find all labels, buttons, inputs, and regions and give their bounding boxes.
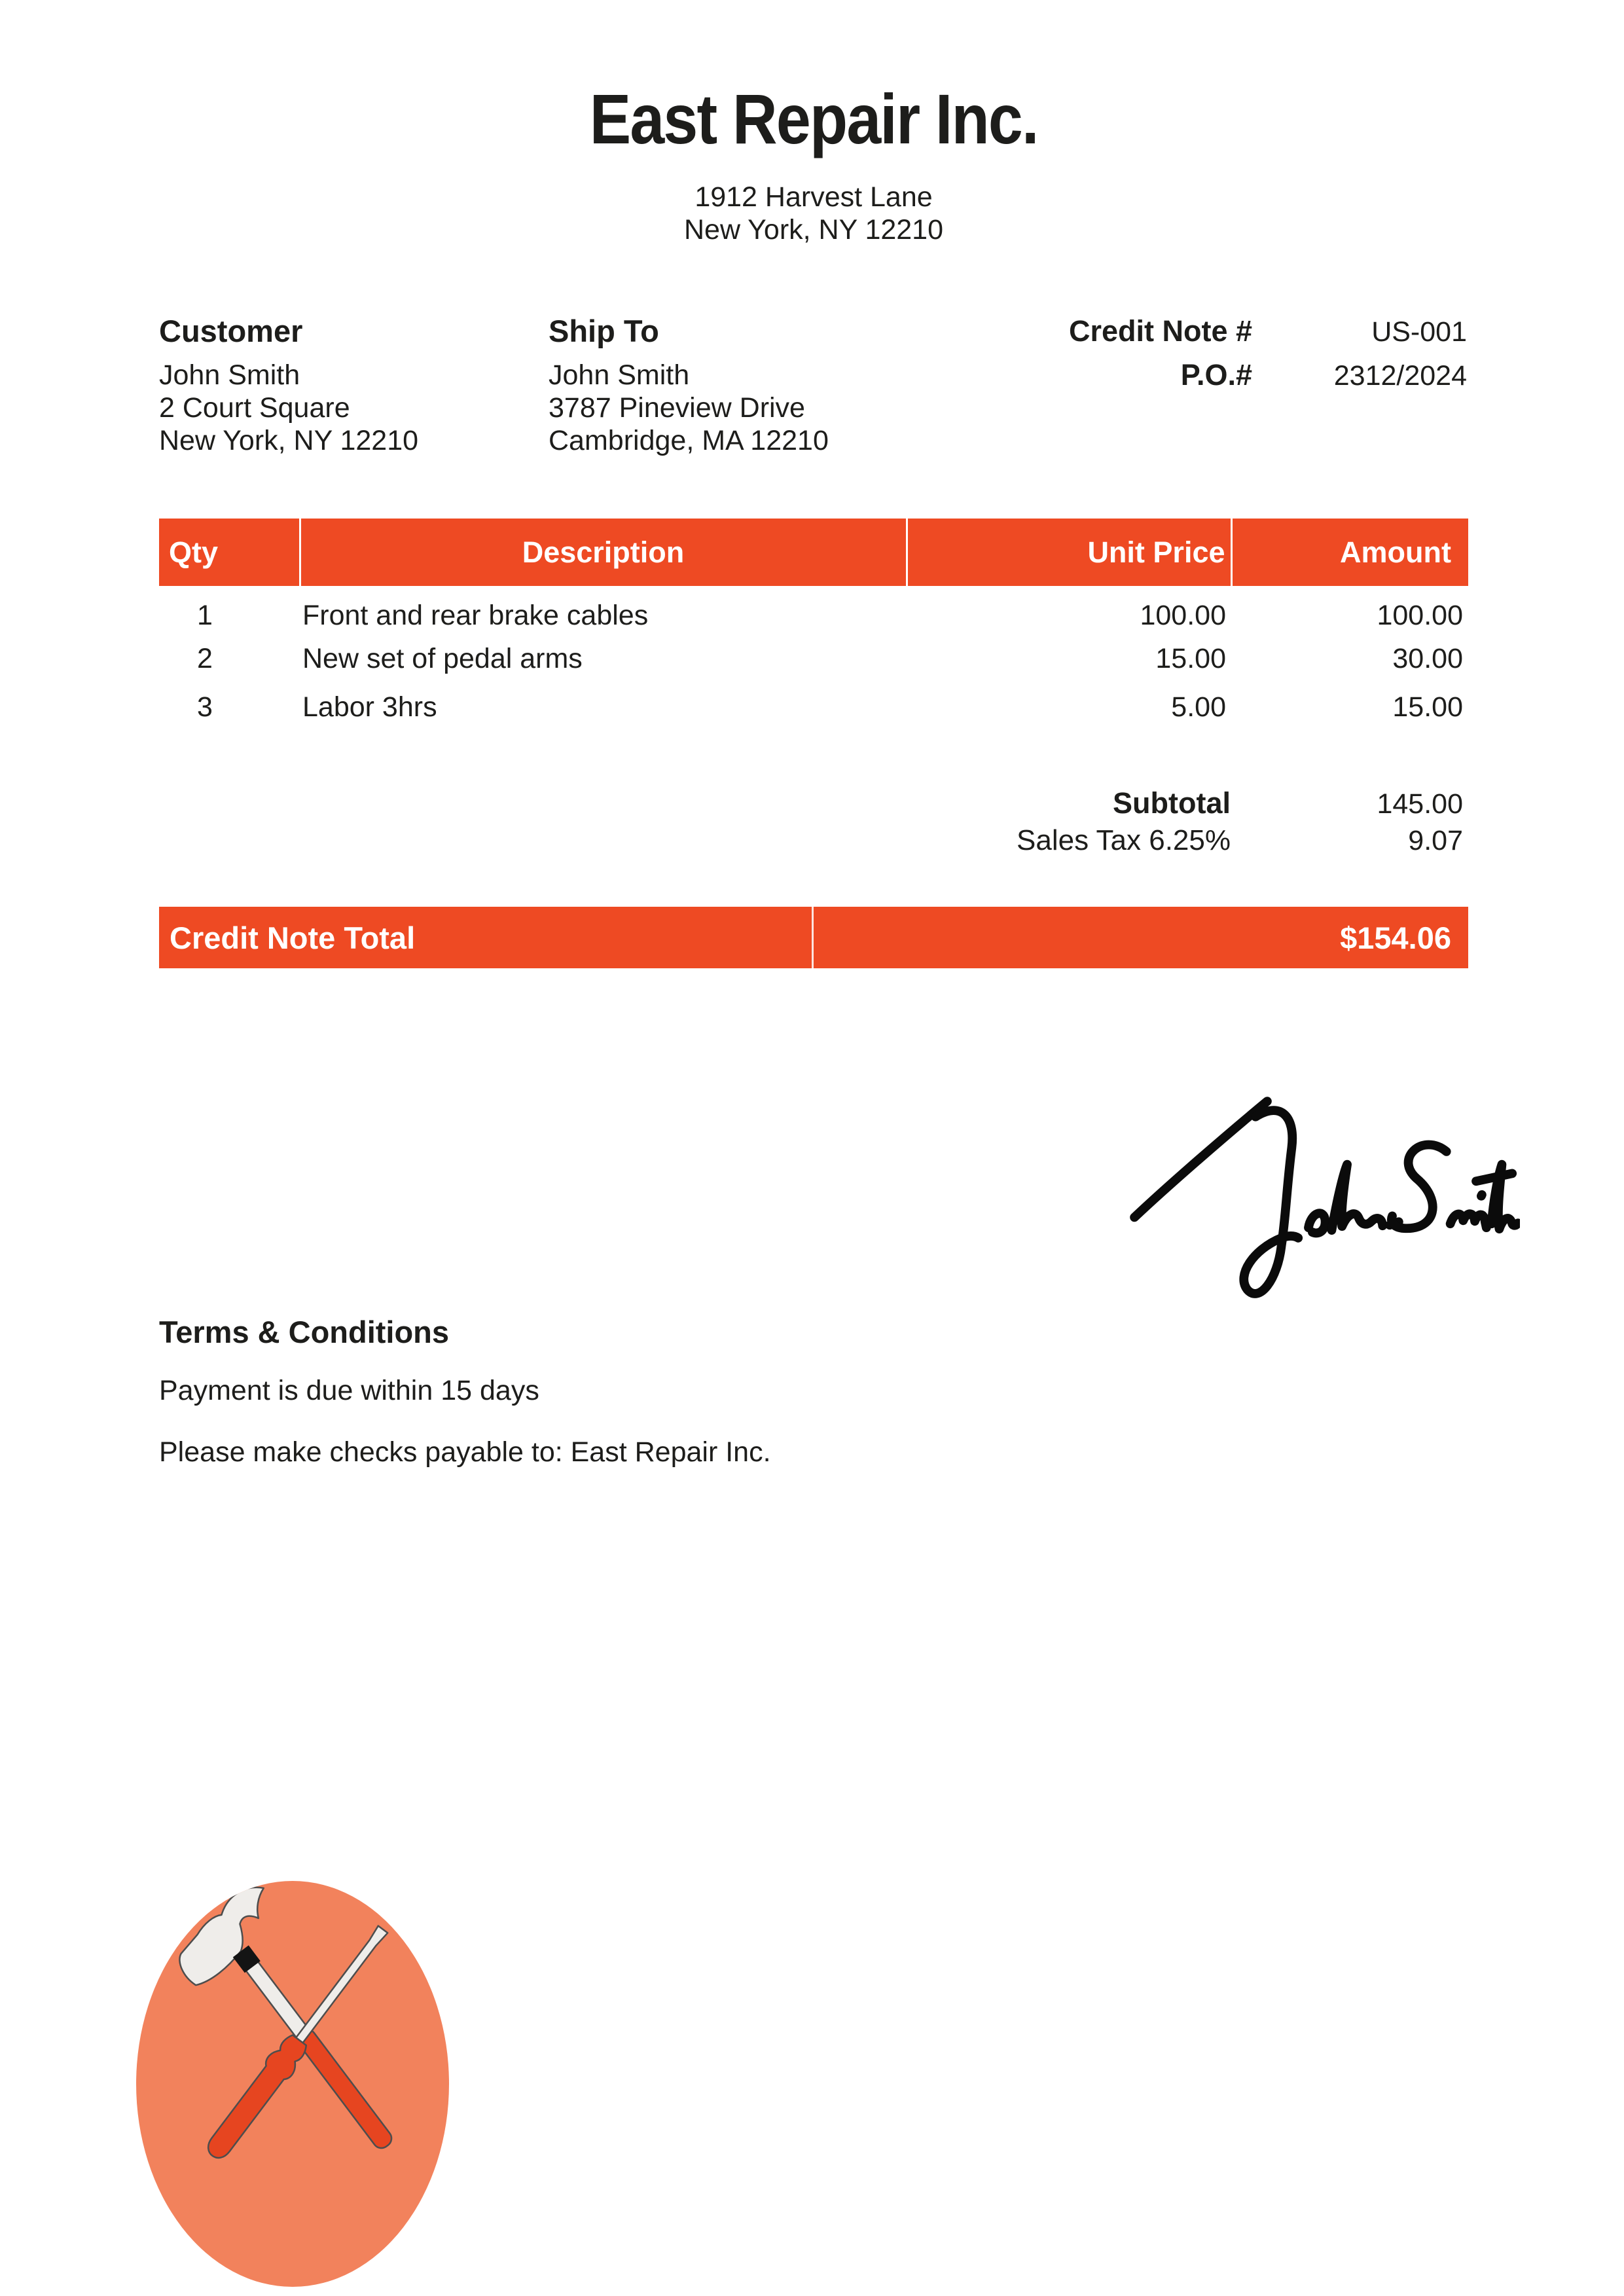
company-logo [135,1880,450,2287]
credit-note-total-bar [159,907,1468,968]
customer-address [159,359,549,457]
cell-description: Labor 3hrs [302,691,437,723]
ship-to-street: 3787 Pineview Drive [549,392,805,424]
credit-note-total-value: $154.06 [1340,920,1451,955]
po-number-label: P.O.# [1180,358,1252,392]
table-row [159,634,1468,683]
company-address [159,181,1468,246]
customer-heading: Customer [159,314,303,348]
line-items-table [159,519,1468,731]
po-number-value: 2312/2024 [1333,360,1467,392]
sales-tax-value: 9.07 [1408,825,1463,856]
company-name: East Repair Inc. [589,79,1038,158]
cell-amount: 15.00 [1392,691,1463,723]
terms-line-checks: Please make checks payable to: East Repair Inc. [159,1436,771,1468]
terms-heading: Terms & Conditions [159,1315,450,1349]
ship-to-block [549,314,981,457]
column-header-description: Description [300,519,907,586]
customer-block [159,314,549,457]
cell-amount: 30.00 [1392,642,1463,674]
credit-note-total-label: Credit Note Total [170,920,416,955]
cell-qty: 3 [197,691,213,723]
table-row [159,683,1468,731]
cell-unit-price: 5.00 [1171,691,1226,723]
column-header-unit-price: Unit Price [907,519,1231,586]
company-address-line2: New York, NY 12210 [683,214,944,246]
sales-tax-row [159,824,1468,862]
cell-unit-price: 15.00 [1155,642,1226,674]
subtotal-label: Subtotal [1113,786,1231,820]
customer-name: John Smith [159,359,300,391]
cell-qty: 1 [197,599,213,631]
ship-to-name: John Smith [549,359,690,391]
credit-note-number-value: US-001 [1371,316,1467,348]
customer-city: New York, NY 12210 [159,425,419,456]
cell-description: New set of pedal arms [302,642,583,674]
parties-section [159,314,1468,457]
ship-to-address [549,359,981,457]
column-header-amount: Amount [1231,519,1468,586]
ship-to-city: Cambridge, MA 12210 [549,425,829,456]
po-number-row [981,358,1468,393]
credit-note-number-row [981,314,1468,349]
table-header-row [159,519,1468,586]
credit-note-number-label: Credit Note # [1068,314,1252,348]
column-header-qty: Qty [159,519,300,586]
cell-unit-price: 100.00 [1140,599,1226,631]
company-address-line1: 1912 Harvest Lane [695,181,933,213]
terms-line-payment: Payment is due within 15 days [159,1375,539,1406]
totals-section [159,786,1468,862]
signature-handwriting [1094,1061,1520,1322]
customer-street: 2 Court Square [159,392,350,424]
sales-tax-label: Sales Tax 6.25% [1017,824,1231,856]
hammer-and-screwdriver-icon [135,1880,450,2287]
document-header [159,0,1468,246]
cell-description: Front and rear brake cables [302,599,649,631]
references-block [981,314,1468,457]
signature [1094,1061,1520,1322]
ship-to-heading: Ship To [549,314,659,348]
subtotal-value: 145.00 [1377,788,1463,820]
subtotal-row [159,786,1468,824]
total-bar-divider [812,907,814,968]
cell-qty: 2 [197,642,213,674]
table-row [159,586,1468,634]
cell-amount: 100.00 [1377,599,1463,631]
logo-circle [136,1881,449,2287]
terms-section [159,1315,1468,1468]
